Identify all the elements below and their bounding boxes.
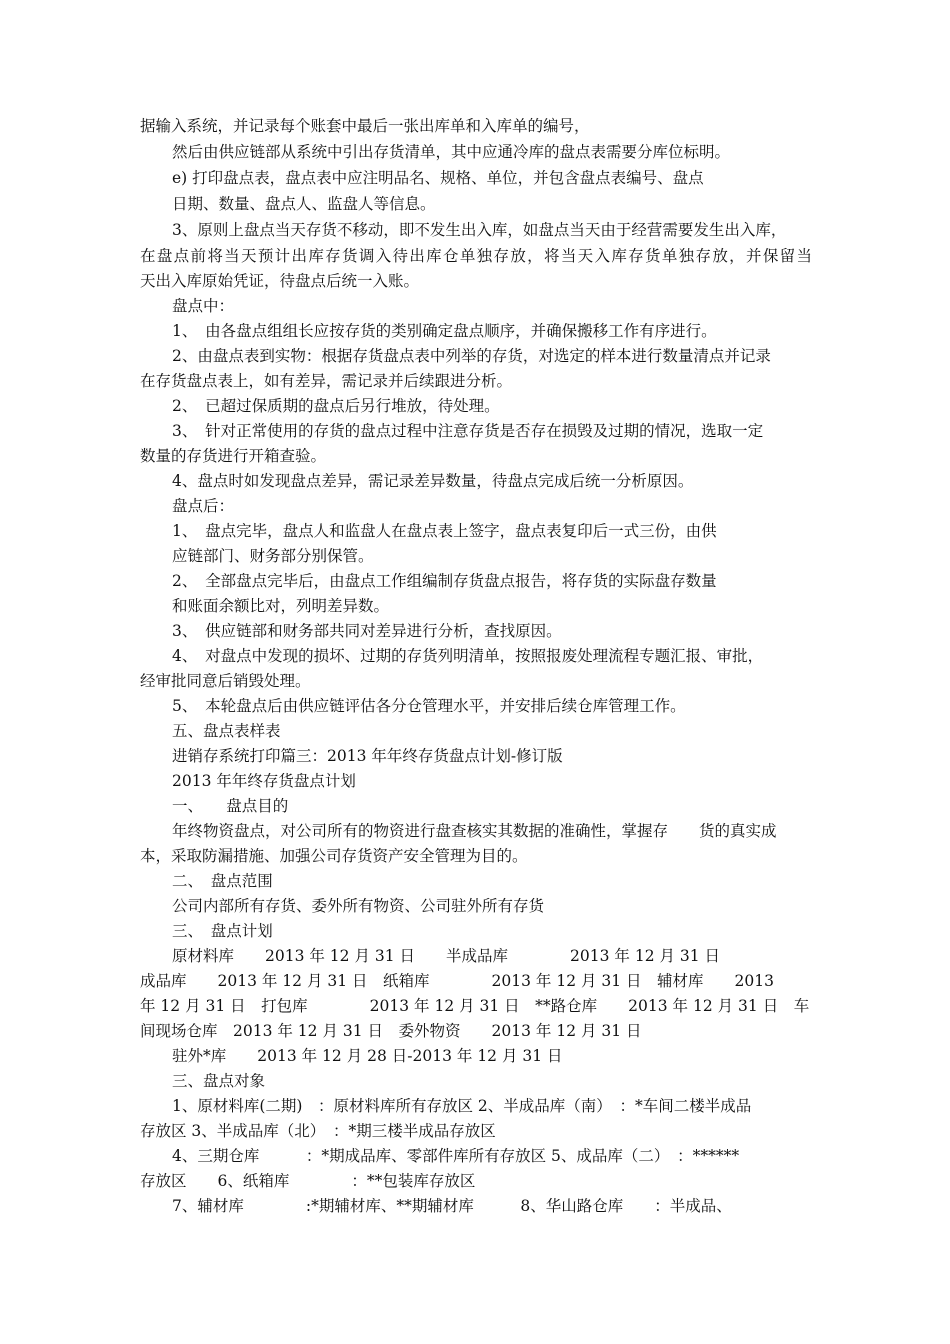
text-line: 本，采取防漏措施、加强公司存货资产安全管理为目的。	[140, 847, 528, 865]
text-line: 成品库 2013 年 12 月 31 日 纸箱库 2013 年 12 月 31 日 辅材库 2013	[140, 972, 775, 990]
text-line: 盘点中：	[172, 297, 235, 315]
document-title: 2013 年年终存货盘点计划	[172, 772, 356, 790]
text-line: 存放区 6、纸箱库 ：**包装库存放区	[140, 1172, 476, 1190]
section-heading: 二、 盘点范围	[172, 872, 273, 890]
text-line: 驻外*库 2013 年 12 月 28 日-2013 年 12 月 31 日	[172, 1047, 563, 1065]
text-line: 在存货盘点表上，如有差异，需记录并后续跟进分析。	[140, 372, 513, 390]
text-line: 天出入库原始凭证，待盘点后统一入账。	[140, 272, 420, 290]
text-line: 在盘点前将当天预计出库存货调入待出库仓单独存放，将当天入库存货单独存放，并保留当	[140, 247, 812, 265]
text-line: 年终物资盘点，对公司所有的物资进行盘查核实其数据的准确性，掌握存 货的真实成	[172, 822, 777, 840]
text-line: 4、三期仓库 ：*期成品库、零部件库所有存放区 5、成品库（二） ：******	[172, 1147, 740, 1165]
text-line: 2、 全部盘点完毕后，由盘点工作组编制存货盘点报告，将存货的实际盘存数量	[172, 572, 717, 590]
text-line: 1、原材料库(二期) ：原材料库所有存放区 2、半成品库（南） ：*车间二楼半成品	[172, 1097, 752, 1115]
text-line: 间现场仓库 2013 年 12 月 31 日 委外物资 2013 年 12 月 31 日	[140, 1022, 642, 1040]
text-line: 2、由盘点表到实物：根据存货盘点表中列举的存货，对选定的样本进行数量清点并记录	[172, 347, 771, 365]
text-line: 年 12 月 31 日 打包库 2013 年 12 月 31 日 **路仓库 2013 年 12 月 31 日 车	[140, 997, 810, 1015]
text-line: 3、原则上盘点当天存货不移动，即不发生出入库，如盘点当天由于经营需要发生出入库，	[172, 221, 787, 239]
text-line: 原材料库 2013 年 12 月 31 日 半成品库 2013 年 12 月 31 日	[172, 947, 721, 965]
text-line: 存放区 3、半成品库（北） ：*期三楼半成品存放区	[140, 1122, 496, 1140]
text-line: 2、 已超过保质期的盘点后另行堆放，待处理。	[172, 397, 500, 415]
text-line: 据输入系统，并记录每个账套中最后一张出库单和入库单的编号，	[140, 117, 590, 135]
section-heading: 一、 盘点目的	[172, 797, 289, 815]
text-line: 1、 盘点完毕，盘点人和监盘人在盘点表上签字，盘点表复印后一式三份，由供	[172, 522, 717, 540]
text-line: e) 打印盘点表，盘点表中应注明品名、规格、单位，并包含盘点表编号、盘点	[172, 169, 704, 187]
text-line: 数量的存货进行开箱查验。	[140, 447, 327, 465]
text-line: 经审批同意后销毁处理。	[140, 672, 311, 690]
section-heading: 五、盘点表样表	[172, 722, 281, 740]
text-line: 4、盘点时如发现盘点差异，需记录差异数量，待盘点完成后统一分析原因。	[172, 472, 694, 490]
text-line: 1、 由各盘点组组长应按存货的类别确定盘点顺序，并确保搬移工作有序进行。	[172, 322, 717, 340]
text-line: 3、 供应链部和财务部共同对差异进行分析，查找原因。	[172, 622, 562, 640]
text-line: 公司内部所有存货、委外所有物资、公司驻外所有存货	[172, 897, 545, 915]
text-line: 3、 针对正常使用的存货的盘点过程中注意存货是否存在损毁及过期的情况，选取一定	[172, 422, 764, 440]
text-line: 应链部门、财务部分别保管。	[172, 547, 374, 565]
text-line: 然后由供应链部从系统中引出存货清单，其中应通冷库的盘点表需要分库位标明。	[172, 143, 731, 161]
text-line: 7、辅材库 :*期辅材库、**期辅材库 8、华山路仓库 ：半成品、	[172, 1197, 732, 1215]
section-heading: 进销存系统打印篇三：2013 年年终存货盘点计划-修订版	[172, 747, 563, 765]
section-heading: 三、 盘点计划	[172, 922, 273, 940]
text-line: 4、 对盘点中发现的损坏、过期的存货列明清单，按照报废处理流程专题汇报、审批，	[172, 647, 764, 665]
text-line: 和账面余额比对，列明差异数。	[172, 597, 390, 615]
text-line: 5、 本轮盘点后由供应链评估各分仓管理水平，并安排后续仓库管理工作。	[172, 697, 686, 715]
text-line: 日期、数量、盘点人、监盘人等信息。	[172, 195, 436, 213]
text-line: 盘点后：	[172, 497, 235, 515]
section-heading: 三、盘点对象	[172, 1072, 266, 1090]
